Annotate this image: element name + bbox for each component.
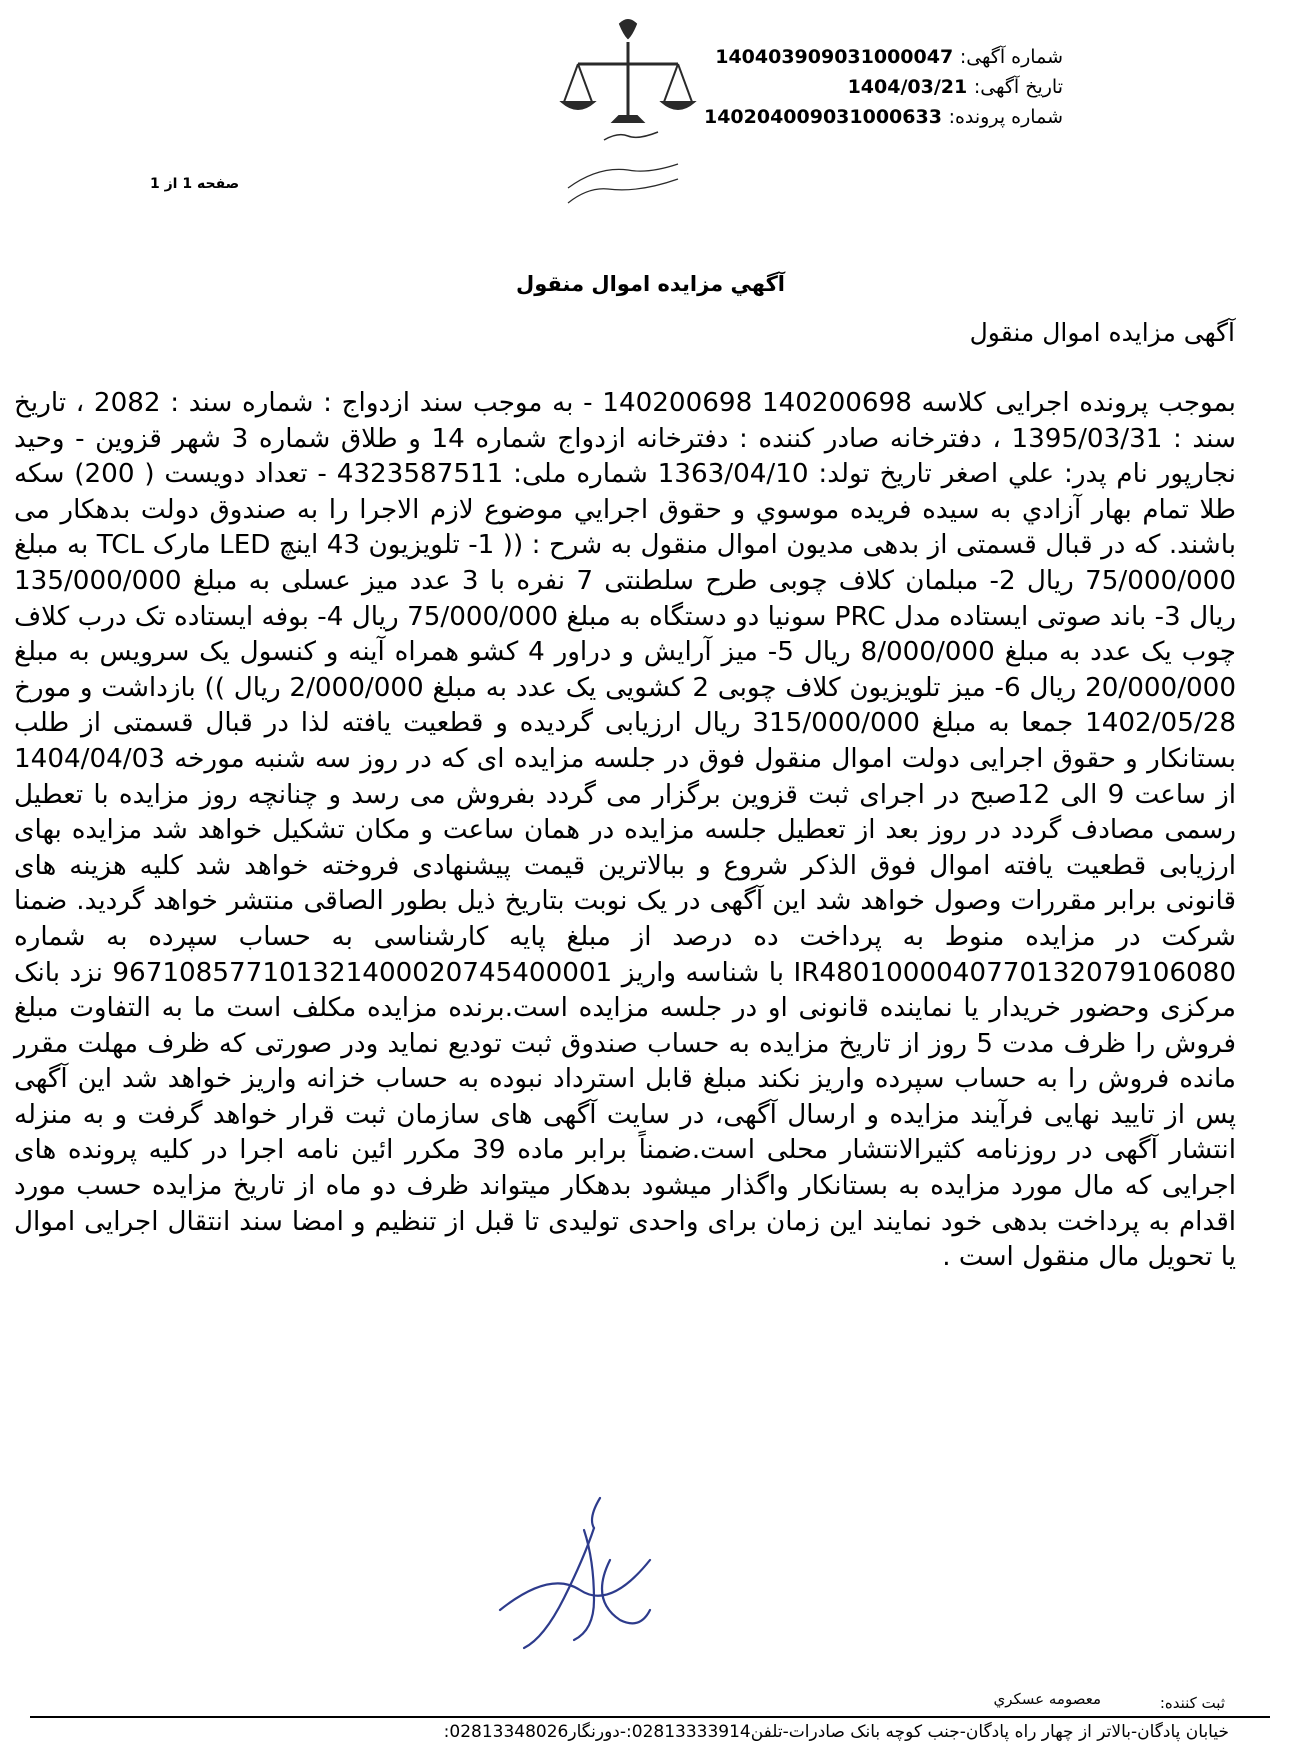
ad-date: [848, 76, 1063, 98]
sub-title: آگهی مزایده اموال منقول: [969, 318, 1235, 347]
registrar-label: ثبت کننده:: [1159, 1694, 1225, 1712]
auction-notice-body: [14, 386, 1236, 1276]
ad-date-value: 1404/03/21: [847, 76, 968, 98]
ad-number-value: 140403909031000047: [715, 46, 954, 68]
footer-address: خیابان پادگان-بالاتر از چهار راه پادگان-جنب کوچه بانک صادرات-تلفن02813333914:-دورنگار02813348026:: [443, 1722, 1229, 1742]
page-number: صفحه 1 از 1: [150, 176, 240, 192]
body-paragraph: بموجب پرونده اجرایی کلاسه 140200698 140200698 - به موجب سند ازدواج : شماره سند : 2082 ، تاریخ سند : 1395/03/31 ، دفترخانه صادر کننده : دفترخانه ازدواج شماره 14 و طلاق شماره 3 شهر قزوین - وحید نجارپور نام پدر: علي اصغر تاریخ تولد: 1363/04/10 شماره ملی: 4323587511 - تعداد دویست ( 200) سکه طلا تمام بهار آزادي به سیده فریده موسوي و حقوق اجرایي موضوع لازم الاجرا را به صندوق دولت بدهکار می باشند. که در قبال قسمتی از بدهی مدیون اموال منقول به شرح : (( 1- تلویزیون 43 اینچ LED مارک TCL به مبلغ 75/000/000 ریال 2- مبلمان کلاف چوبی طرح سلطنتی 7 نفره با 3 عدد میز عسلی به مبلغ 135/000/000 ریال 3- باند صوتی ایستاده مدل PRC سونیا دو دستگاه به مبلغ 75/000/000 ریال 4- بوفه ایستاده تک درب کلاف چوب یک عدد به مبلغ 8/000/000 ریال 5- میز آرایش و دراور 4 کشو همراه آینه و کنسول یک سرویس به مبلغ 20/000/000 ریال 6- میز تلویزیون کلاف چوبی 2 کشویی یک عدد به مبلغ 2/000/000 ریال )) بازداشت و مورخ 1402/05/28 جمعا به مبلغ 315/000/000 ریال ارزیابی گردیده و قطعیت یافته لذا در قبال قسمتی از طلب بستانکار و حقوق اجرایی دولت اموال منقول فوق در جلسه مزایده ای که در روز سه شنبه مورخه 1404/04/03 از ساعت 9 الی 12صبح در اجرای ثبت قزوین برگزار می گردد بفروش می رسد و چنانچه روز مزایده با تعطیل رسمی مصادف گردد در روز بعد از تعطیل جلسه مزایده در همان ساعت و مکان تشکیل خواهد شد مزایده بهای ارزیابی قطعیت یافته اموال فوق الذکر شروع و ببالاترین قیمت پیشنهادی فروخته خواهد شد کلیه هزینه های قانونی برابر مقررات وصول خواهد شد این آگهی در یک نوبت بتاریخ ذیل بطور الصاقی منتشر خواهد گردید. ضمنا شرکت در مزایده منوط به پرداخت ده درصد از مبلغ پایه کارشناسی به حساب سپرده به شماره IR480100004077013207910608‌0 با شناسه واریز 967108577101321400020745400001 نزد بانک مرکزی وحضور خریدار یا نماینده قانونی او در جلسه مزایده است.برنده مزایده مکلف است ما به التفاوت مبلغ فروش را ظرف مدت 5 روز از تاریخ مزایده به حساب صندوق ثبت تودیع نماید ودر صورتی که ظرف مهلت مقرر مانده فروش را به حساب سپرده واریز نکند مبلغ قابل استرداد نبوده به حساب خزانه واریز خواهد شد این آگهی پس از تایید نهایی فرآیند مزایده و ارسال آگهی، در سایت آگهی های سازمان ثبت قرار خواهد گرفت و به منزله انتشار آگهی در روزنامه کثیرالانتشار محلی است.ضمناً برابر ماده 39 مکرر ائین نامه اجرا در کلیه پرونده های اجرایی که مال مورد مزایده به بستانکار واگذار میشود بدهکار میتواند ظرف دو ماه از تاریخ مزایده حسب مورد اقدام به پرداخت بدهی خود نمایند این زمان برای واحدی تولیدی تا قبل از تنظیم و امضا سند انتقال اجرایی اموال یا تحویل مال منقول است .: [14, 388, 1237, 1273]
ad-number-label: شماره آگهی:: [959, 46, 1063, 68]
ad-number: [715, 46, 1063, 68]
footer-divider: [30, 1716, 1270, 1718]
judiciary-emblem-logo: [558, 14, 698, 214]
page-title: آگهي مزايده اموال منقول: [516, 272, 785, 296]
signature-image: [490, 1490, 690, 1660]
case-number-label: شماره پرونده:: [948, 106, 1063, 128]
case-number: [704, 106, 1063, 128]
registrar-name: معصومه عسکري: [993, 1690, 1101, 1708]
case-number-value: 140204009031000633: [703, 106, 942, 128]
ad-date-label: تاریخ آگهی:: [973, 76, 1063, 98]
